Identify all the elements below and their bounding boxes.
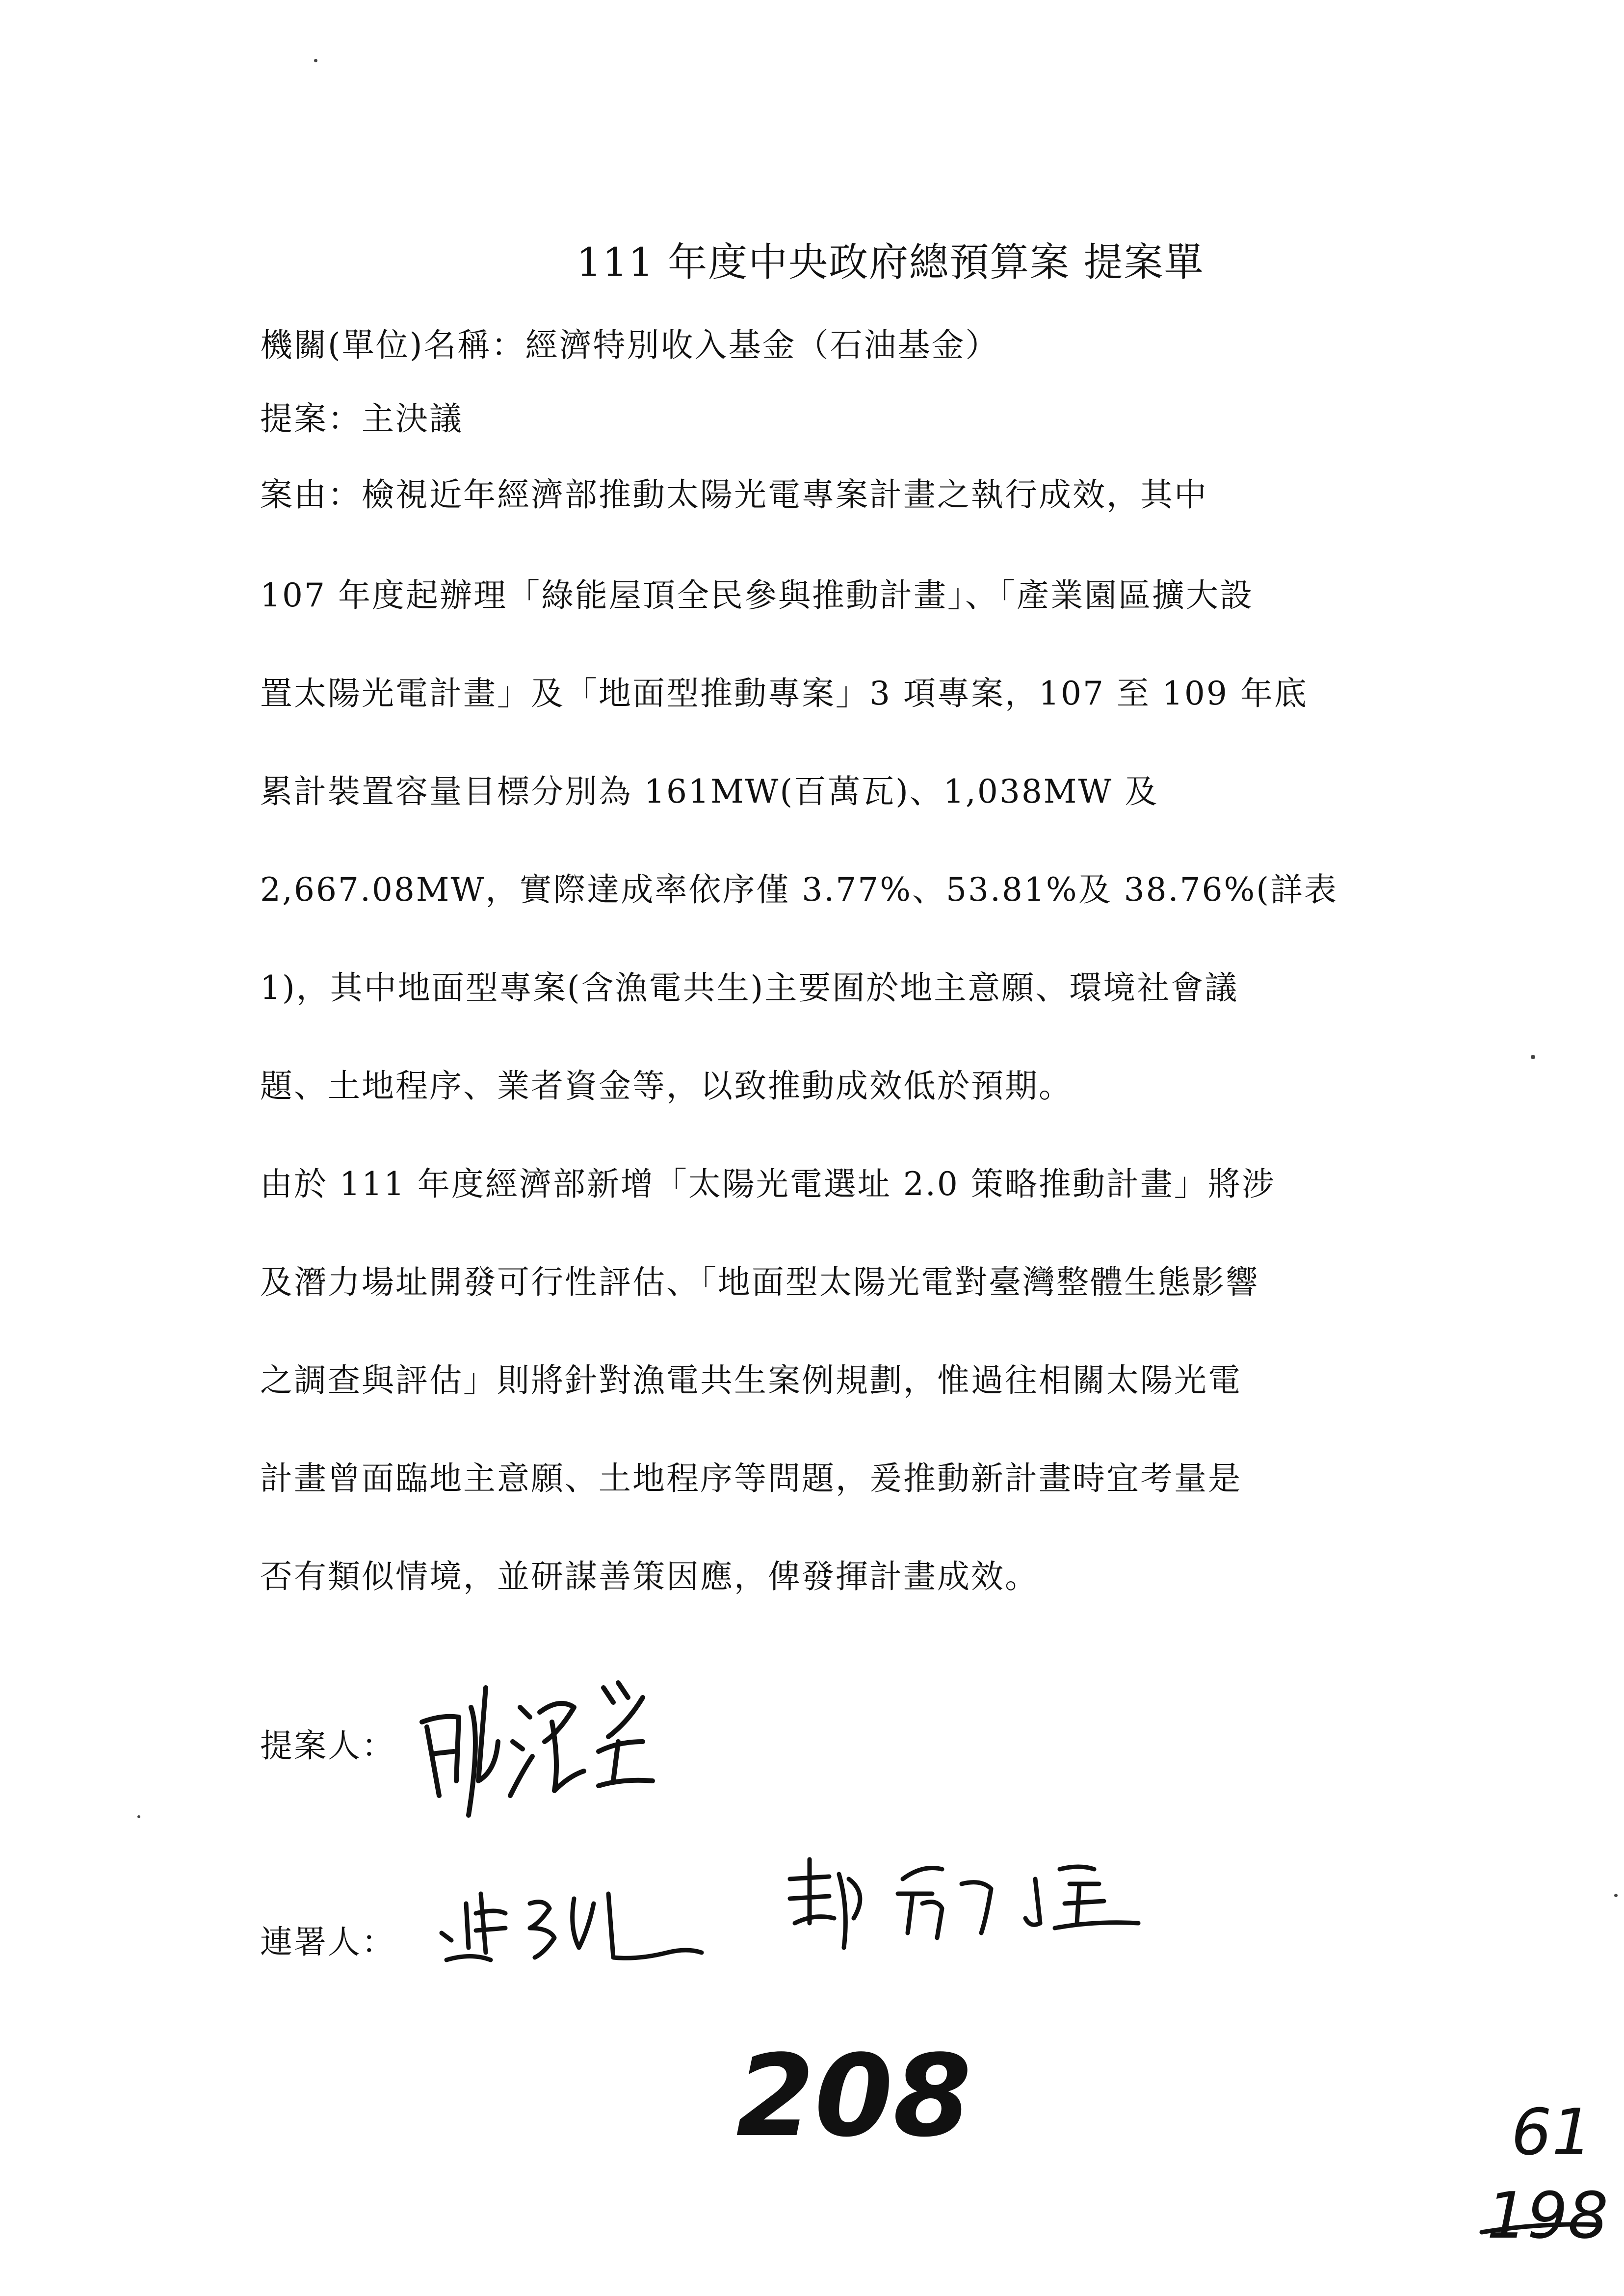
body-line: 置太陽光電計畫」及「地面型推動專案」3 項專案，107 至 109 年底 — [260, 675, 1308, 712]
body-line: 及潛力場址開發可行性評估、「地面型太陽光電對臺灣整體生態影響 — [260, 1263, 1259, 1301]
corner-number-top: 61 — [1511, 2095, 1593, 2169]
cosigner-signature-2 — [775, 1850, 1148, 1962]
handwritten-page-number: 208 — [736, 2031, 972, 2162]
body-line: 累計裝置容量目標分別為 161MW(百萬瓦)、1,038MW 及 — [260, 773, 1159, 810]
proposer-signature — [412, 1668, 667, 1830]
proposal-line: 提案：主決議 — [260, 400, 463, 438]
cosigner-label: 連署人： — [260, 1923, 395, 1961]
body-line: 案由：檢視近年經濟部推動太陽光電專案計畫之執行成效，其中 — [260, 476, 1208, 514]
body-line: 之調查與評估」則將針對漁電共生案例規劃，惟過往相關太陽光電 — [260, 1361, 1242, 1399]
body-line: 107 年度起辦理「綠能屋頂全民參與推動計畫」、「產業園區擴大設 — [260, 576, 1254, 614]
body-line: 2,667.08MW，實際達成率依序僅 3.77%、53.81%及 38.76%(詳表 — [260, 871, 1338, 909]
scan-speck — [314, 59, 317, 62]
body-line: 1)，其中地面型專案(含漁電共生)主要囿於地主意願、環境社會議 — [260, 969, 1239, 1007]
corner-number-bottom: 198 — [1487, 2178, 1609, 2253]
scan-speck — [137, 1815, 140, 1818]
page-title: 111 年度中央政府總預算案 提案單 — [576, 239, 1205, 285]
body-line: 題、土地程序、業者資金等，以致推動成效低於預期。 — [260, 1067, 1073, 1105]
agency-line: 機關(單位)名稱：經濟特別收入基金（石油基金） — [260, 326, 999, 364]
body-line: 否有類似情境，並研謀善策因應，俾發揮計畫成效。 — [260, 1558, 1039, 1595]
body-line: 計畫曾面臨地主意願、土地程序等問題，爰推動新計畫時宜考量是 — [260, 1460, 1242, 1497]
strike-through-mark — [1477, 2208, 1604, 2247]
cosigner-signature-1 — [432, 1874, 707, 1972]
body-line: 由於 111 年度經濟部新增「太陽光電選址 2.0 策略推動計畫」將涉 — [260, 1165, 1276, 1203]
scan-speck — [1614, 1894, 1618, 1897]
proposer-label: 提案人： — [260, 1727, 395, 1765]
scan-speck — [1531, 1055, 1535, 1059]
